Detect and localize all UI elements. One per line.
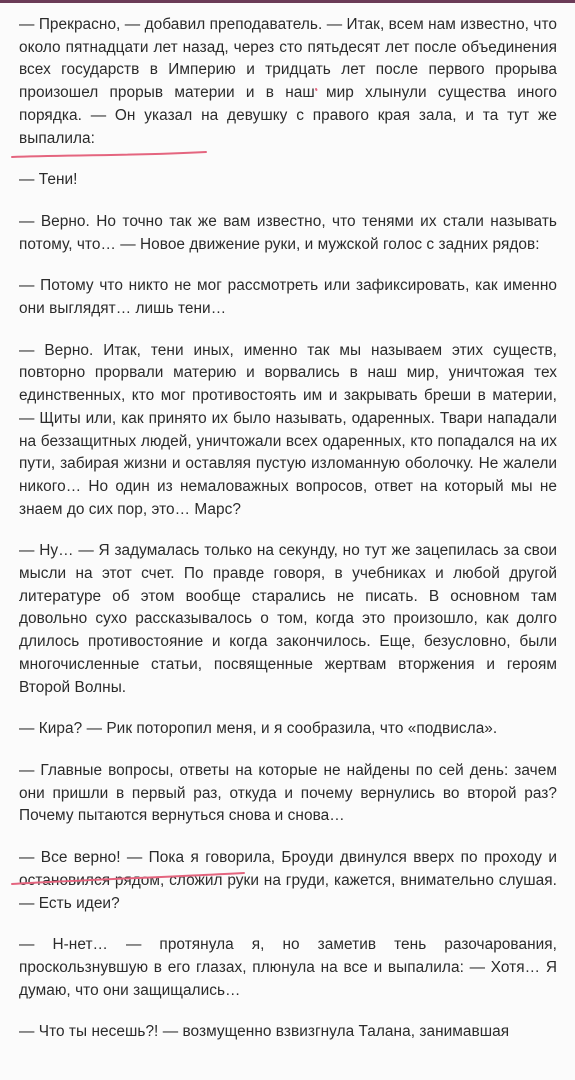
paragraph-7: — Кира? — Рик поторопил меня, и я сообразила, что «подвисла». (19, 720, 498, 738)
paragraph-8-text: — Главные вопросы, ответы на которые не найдены по сей день: зачем они пришли в первый раз, откуда и почему вернулись во второй (19, 761, 557, 802)
paragraph-9: — Все верно! — Пока я говорила, Броуди двинулся вверх по проходу и остановился рядом, сложил руки на груди, кажется, внимательно слушая. — Есть идеи? (19, 849, 557, 912)
reader-page (19, 14, 557, 1063)
paragraph-3: — Верно. Но точно так же вам известно, что тенями их стали называть потому, что… — Новое движение руки, и мужской голос с задних рядов: (19, 212, 557, 253)
paragraph-6: — Ну… — Я задумалась только на секунду, но тут же зацепилась за свои мысли на этот счет. По правде говоря, в учебниках и любой другой литературе об этом вообще старались не писать. В основном там довольно сухо рассказывалось о том, когда это произошло, как долго длилось противостояние и когда закончилось. Еще, безусловно, были многочисленные статьи, посвященные жертвам вторжения и героям Второй Волны. (19, 542, 557, 696)
paragraph-8 (19, 760, 557, 828)
paragraph-8-underlined-text: раз? Почему пытаются вернуться снова и снова… (19, 784, 557, 825)
paragraph-2: — Тени! (19, 171, 78, 189)
paragraph-5: — Верно. Итак, тени иных, именно так мы называем этих существ, повторно прорвали материю и ворвались в наш мир, уничтожая тех единственных, кто мог противостоять им и закрывать бреши в материи, — Щиты или, как принято их было называть, одаренных. Твари нападали на беззащитных людей, уничтожали всех одаренных, кто попадался на их пути, забирая жизни и оставляя пустую изломанную оболочку. Не жалели никого… Но один из немаловажных вопросов, ответ на который мы не знаем до сих пор, это… Марс? (19, 341, 557, 518)
paragraph-1 (19, 14, 557, 150)
paragraph-1-underlined-text: и та тут же выпалила: (19, 106, 557, 147)
top-accent-bar (0, 0, 575, 3)
paragraph-11: — Что ты несешь?! — возмущенно взвизгнула Талана, занимавшая (19, 1023, 510, 1041)
paragraph-10: — Н-нет… — протянула я, но заметив тень разочарования, проскользнувшую в его глазах, плюнула на все и выпалила: — Хотя… Я думаю, что они защищались… (19, 936, 557, 999)
paragraph-4: — Потому что никто не мог рассмотреть или зафиксировать, как именно они выглядят… лишь тени… (19, 277, 557, 318)
paragraph-1-text: — Прекрасно, — добавил преподаватель. — Итак, всем нам известно, что около пятнадцати лет назад, через сто пятьдесят лет после объединения всех государств в Империю и тридцать лет после первого прорыва произошел прорыв материи и в наш мир хлынули существа иного порядка. — Он указал на девушку с правого края зала, (19, 16, 557, 124)
